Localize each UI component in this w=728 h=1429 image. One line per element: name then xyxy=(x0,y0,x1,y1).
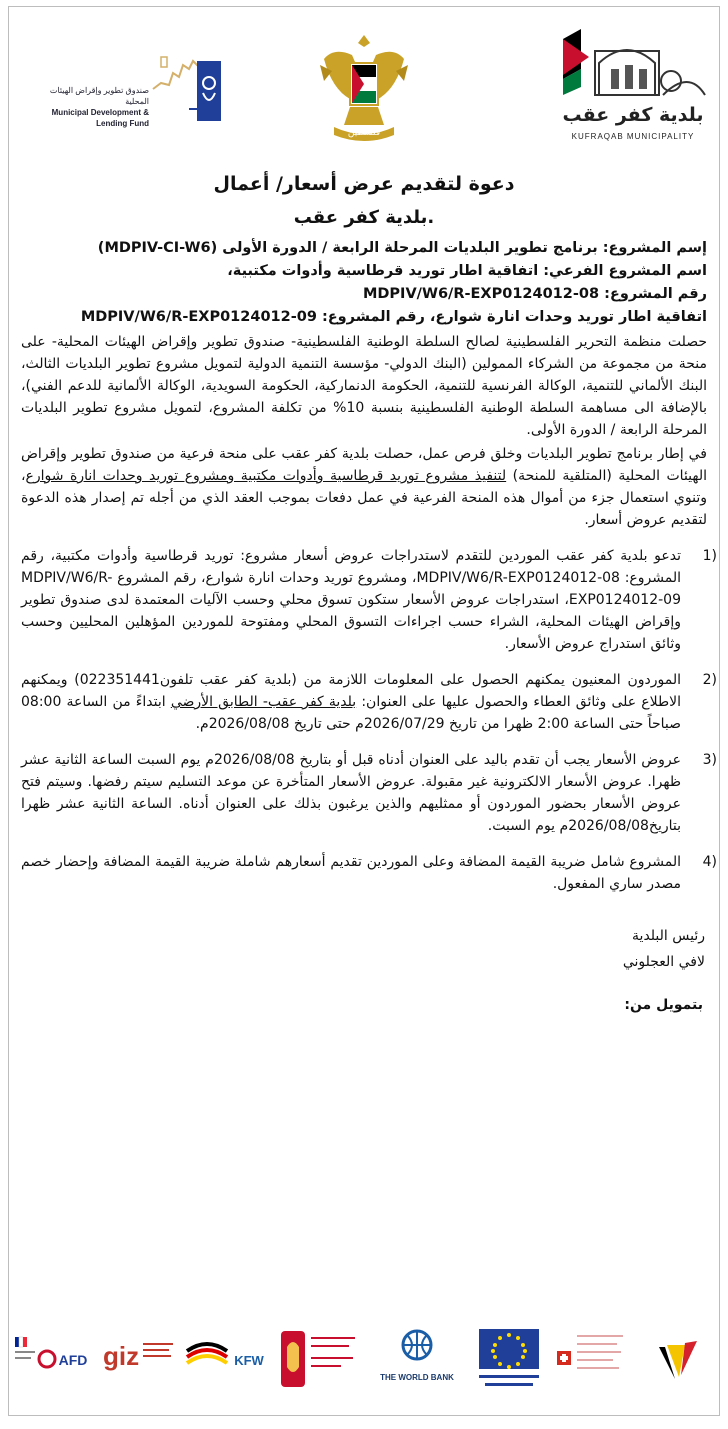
denmark-donor-logo xyxy=(281,1327,359,1397)
kfw-label: KFW xyxy=(234,1353,264,1368)
project-number-line: رقم المشروع: MDPIV/W6/R-EXP0124012-08 xyxy=(362,286,707,302)
donor-logos xyxy=(29,1327,699,1397)
program-paragraph-underlined: لتنفيذ مشروع توريد قرطاسية وأدوات مكتبية ومشروع توريد وحدات انارة شوارع xyxy=(25,468,507,484)
list-item-1 xyxy=(9,545,719,655)
list-item-text xyxy=(9,669,681,735)
subproject-name-line: اسم المشروع الفرعي: اتفاقية اطار توريد قرطاسية وأدوات مكتبية، xyxy=(227,263,707,279)
mdlf-logo xyxy=(21,53,221,128)
list-item-4 xyxy=(9,851,719,895)
announcement-page xyxy=(8,6,720,1416)
list-item-text: تدعو بلدية كفر عقب الموردين للتقدم لاستدراجات عروض أسعار مشروع: توريد قرطاسية وأدوات مكتبية، رقم المشروع: MDPIV/W6/R-EXP0124012-08، ومشروع توريد وحدات انارة شوارع، رقم المشروع MDPIV/W6/R- EXP0124012-09، استدراجات عروض الأسعار ستكون تسوق محلي وحسب الآليات المعتمدة لدى صندوق تطوير وإقراض الهيئات المحلية، الشراء حسب اجراءات التسوق المحلي ومفتوحة للموردين المؤهلين المحليين وحسب وثائق استدراج عروض الأسعار. xyxy=(21,548,681,652)
kafr-aqab-logo xyxy=(559,29,707,145)
palestine-eagle-emblem xyxy=(314,29,414,147)
list-item-number: (3 xyxy=(702,752,717,768)
signature-block xyxy=(9,923,719,975)
world-bank-donor-logo xyxy=(375,1327,459,1397)
world-bank-label: THE WORLD BANK xyxy=(380,1373,454,1382)
kfw-donor-logo xyxy=(185,1327,269,1397)
signature-role: رئيس البلدية xyxy=(632,928,705,944)
announcement-title: دعوة لتقديم عرض أسعار/ أعمال xyxy=(213,173,515,195)
emblem-text: فلسطين xyxy=(347,128,381,138)
afd-label: AFD xyxy=(58,1352,88,1368)
street-lighting-project-line: اتفاقية اطار توريد وحدات انارة شوارع، رقم المشروع: MDPIV/W6/R-EXP0124012-09 xyxy=(80,309,707,325)
list-item-number: (1 xyxy=(702,548,717,564)
giz-donor-logo xyxy=(101,1327,175,1397)
list-item-3 xyxy=(9,749,719,837)
project-name-line: إسم المشروع: برنامج تطوير البلديات المرحلة الرابعة / الدورة الأولى (MDPIV-CI-W6) xyxy=(97,240,707,256)
mdlf-arabic-name: صندوق تطوير وإقراض الهيئات المحلية xyxy=(49,86,149,106)
project-info xyxy=(9,237,719,329)
header xyxy=(9,7,719,147)
list-item-2 xyxy=(9,669,719,735)
signature-name: لافي العجلوني xyxy=(622,954,705,970)
kafr-logo-text: بلدية كفر عقب xyxy=(562,104,704,126)
funding-label: بتمويل من: xyxy=(624,997,703,1013)
list-item-text: المشروع شامل ضريبة القيمة المضافة وعلى الموردين تقديم أسعارهم شاملة ضريبة القيمة المضافة وإحضار خصم مصدر ساري المفعول. xyxy=(21,854,681,892)
program-paragraph-part-a: في إطار برنامج تطوير البلديات وخلق فرص عمل، حصلت بلدية كفر عقب على منحة فرعية من صندوق تطوير وإقراض الهيئات المحلية (المتلقية للمنحة) xyxy=(21,446,707,484)
afd-donor-logo xyxy=(15,1327,91,1397)
list-item-number: (2 xyxy=(702,672,717,688)
program-paragraph-part-b: ، وتنوي استعمال جزء من أموال هذه المنحة الفرعية في عمل دفعات بموجب العقد الذي من أجله تم إصدار هذه الدعوة لتقديم عروض أسعار. xyxy=(21,468,707,528)
program-paragraph xyxy=(9,443,719,531)
list-item-2-part-b: ابتداءً من الساعة 08:00 صباحاً حتى الساعة 2:00 ظهرا من تاريخ 2026/07/29م حتى تاريخ 2026/08/08م. xyxy=(21,694,681,732)
list-item-2-address: بلدية كفر عقب- الطابق الأرضي xyxy=(170,694,357,710)
giz-label: giz xyxy=(103,1341,140,1371)
mdlf-text xyxy=(31,85,149,129)
kafr-logo-sub: KUFRAQAB MUNICIPALITY xyxy=(571,132,695,141)
belgium-donor-logo xyxy=(655,1327,699,1397)
mdlf-english-name: Municipal Development & Lending Fund xyxy=(51,108,149,128)
announcement-subtitle: بلدية كفر عقب. xyxy=(293,207,435,228)
funding-paragraph: حصلت منظمة التحرير الفلسطينية لصالح السلطة الوطنية الفلسطينية- صندوق تطوير وإقراض الهيئات المحلية- على منحة من مجموعة من الشركاء الممولين (البنك الدولي- مؤسسة التنمية الدولية لتمويل مشروع تطوير البلديات الثالث، البنك الألماني للتنمية، الوكالة الفرنسية للتنمية، الحكومة الدنماركية، الحكومة السويدية، الوكالة الألمانية للدعم الفني)، بالإضافة الى مساهمة السلطة الوطنية الفلسطينية بنسبة 10% من تكلفة المشروع، لتمويل مشروع تطوير البلديات المرحلة الرابعة / الدورة الأولى. xyxy=(21,334,707,438)
list-item-number: (4 xyxy=(702,854,717,870)
list-item-text: عروض الأسعار يجب أن تقدم باليد على العنوان أدناه قبل أو بتاريخ 2026/08/08م يوم السبت الساعة الثانية عشر ظهرا. عروض الأسعار الالكترونية غير مقبولة. عروض الأسعار المتأخرة عن موعد التسليم سيتم رفضها. وسيتم فتح عروض الأسعار بحضور الموردون أو ممثليهم والذين يرغبون بذلك على العنوان أدناه. الساعة الثانية عشر ظهرا بتاريخ2026/08/08م يوم السبت. xyxy=(21,752,681,834)
eu-donor-logo xyxy=(477,1327,541,1397)
list-item-2-part-a: الموردون المعنيون يمكنهم الحصول على المعلومات اللازمة من (بلدية كفر عقب تلفون022351441) ويمكنهم الاطلاع على وثائق العطاء والحصول عليها على العنوان: xyxy=(21,672,682,710)
swiss-donor-logo xyxy=(557,1327,627,1397)
